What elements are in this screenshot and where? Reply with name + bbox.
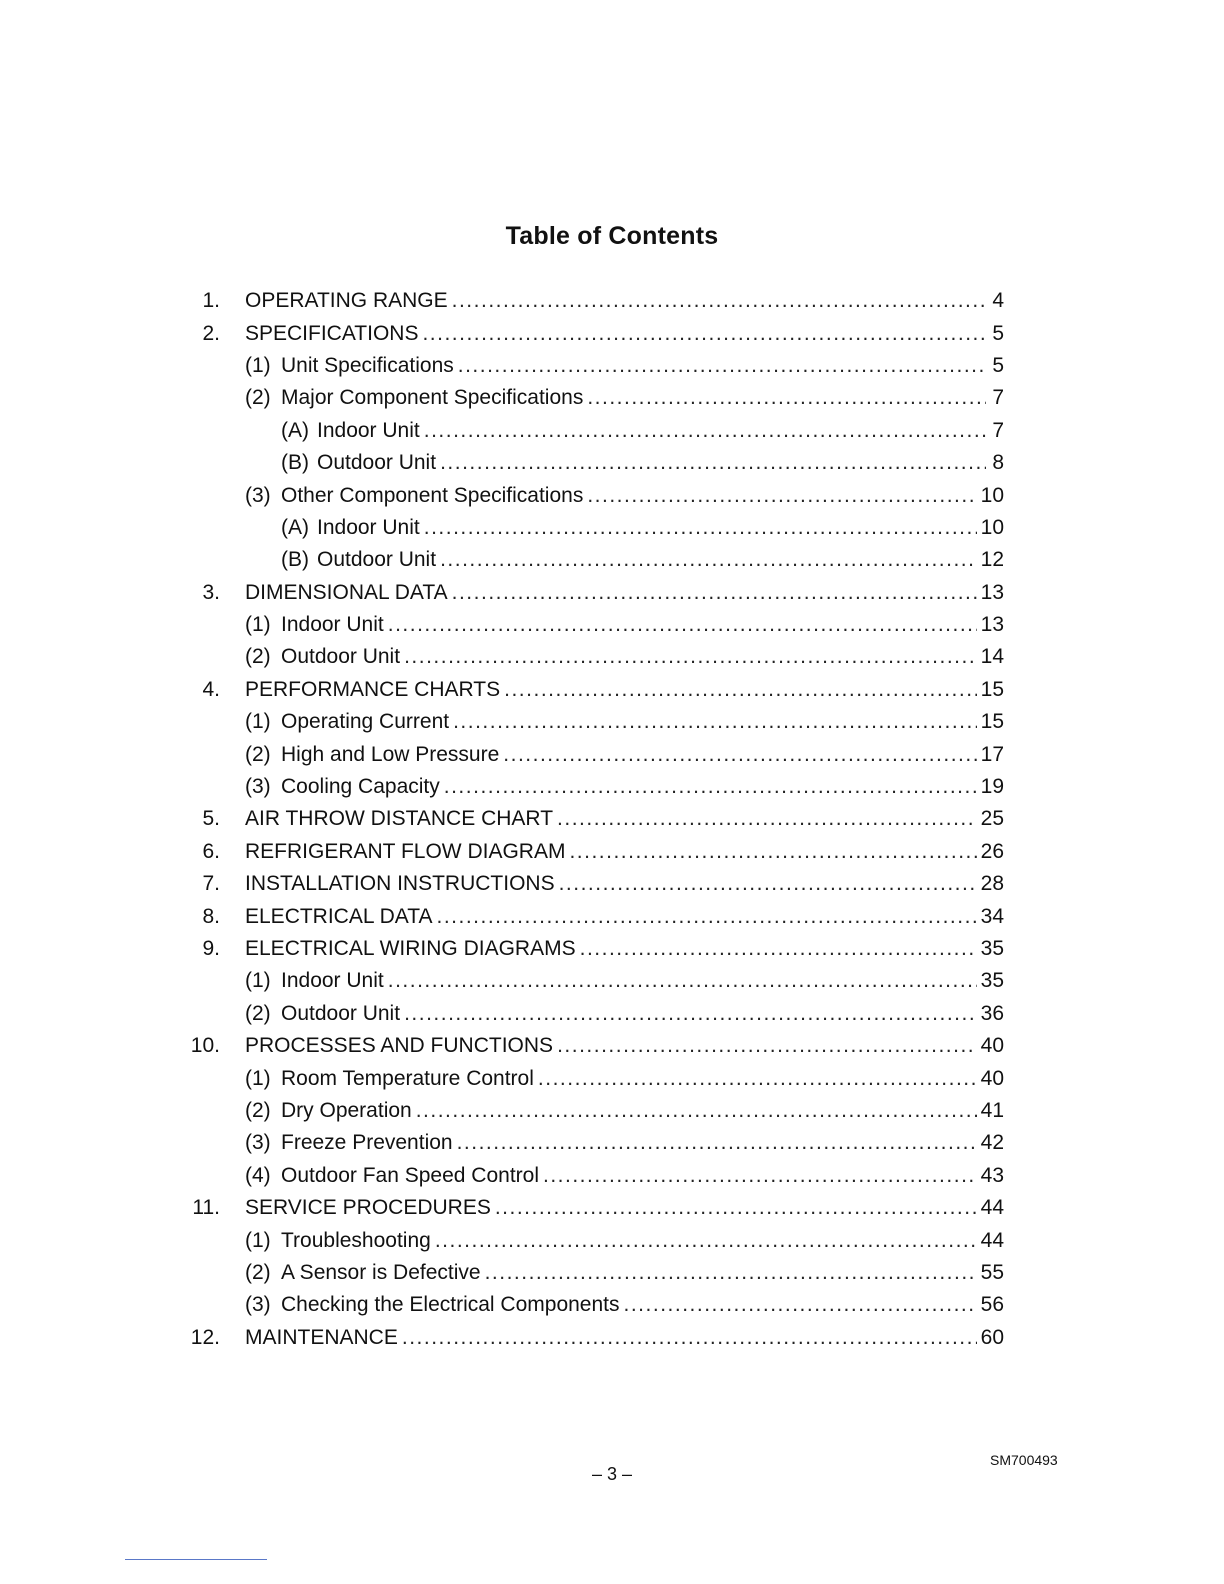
toc-entry[interactable] bbox=[180, 674, 1010, 706]
toc-leader-dots bbox=[404, 645, 977, 669]
toc-entry-number: 2. bbox=[202, 321, 220, 345]
toc-leader-dots bbox=[452, 289, 986, 313]
toc-entry-label: Dry Operation bbox=[281, 1098, 412, 1122]
toc-entry-label: OPERATING RANGE bbox=[245, 289, 448, 313]
toc-leader-dots bbox=[416, 1099, 977, 1123]
toc-entry-page: 7 bbox=[992, 418, 1004, 442]
toc-entry-page: 13 bbox=[980, 580, 1004, 604]
toc-leader-dots bbox=[388, 613, 977, 637]
toc-entry-page: 14 bbox=[980, 645, 1004, 669]
toc-entry-number: (A) bbox=[281, 418, 309, 442]
toc-entry-label: SPECIFICATIONS bbox=[245, 321, 419, 345]
toc-entry[interactable] bbox=[180, 868, 1010, 900]
toc-entry-number: (3) bbox=[245, 1293, 271, 1317]
toc-entry[interactable] bbox=[180, 803, 1010, 835]
toc-entry-number: 7. bbox=[202, 872, 220, 896]
toc-entry-label: Other Component Specifications bbox=[281, 483, 584, 507]
toc-entry[interactable] bbox=[180, 382, 1010, 414]
toc-entry-page: 40 bbox=[980, 1034, 1004, 1058]
toc-entry-number: 9. bbox=[202, 937, 220, 960]
toc-entry-number: (A) bbox=[281, 515, 309, 539]
toc-entry-page: 15 bbox=[980, 677, 1004, 701]
toc-entry-body bbox=[245, 710, 1004, 734]
toc-entry-number: 8. bbox=[202, 904, 220, 928]
toc-entry-number: (B) bbox=[281, 548, 309, 572]
toc-entry-label: Outdoor Unit bbox=[281, 1001, 401, 1025]
toc-entry-body bbox=[245, 1099, 1004, 1123]
toc-entry-number: (3) bbox=[245, 775, 271, 799]
toc-entry-label: A Sensor is Defective bbox=[281, 1260, 481, 1284]
footer-page-number: – 3 – bbox=[591, 1464, 633, 1484]
document-code: SM700493 bbox=[990, 1452, 1058, 1468]
toc-entry-page: 56 bbox=[980, 1293, 1004, 1317]
toc-entry-label: Outdoor Unit bbox=[317, 451, 437, 475]
toc-entry-label: Indoor Unit bbox=[317, 515, 420, 539]
toc-entry-body bbox=[245, 322, 1004, 346]
toc-entry-number: (1) bbox=[245, 613, 271, 637]
toc-entry-page: 44 bbox=[980, 1228, 1004, 1252]
toc-entry-page: 19 bbox=[980, 775, 1004, 799]
toc-entry[interactable] bbox=[180, 415, 1010, 447]
toc-entry-page: 26 bbox=[980, 839, 1004, 863]
toc-leader-dots bbox=[559, 872, 977, 896]
toc-entry-number: 3. bbox=[202, 580, 220, 604]
toc-entry-page: 12 bbox=[980, 548, 1004, 572]
toc-entry-label: ELECTRICAL WIRING DIAGRAMS bbox=[245, 937, 576, 960]
toc-entry-body bbox=[245, 969, 1004, 993]
toc-entry-page: 36 bbox=[980, 1001, 1004, 1025]
toc-entry[interactable] bbox=[180, 998, 1010, 1030]
toc-entry-body bbox=[245, 1196, 1004, 1220]
toc-leader-dots bbox=[504, 678, 977, 702]
toc-entry-body bbox=[245, 645, 1004, 669]
toc-entry-page: 42 bbox=[980, 1131, 1004, 1155]
toc-entry-label: ELECTRICAL DATA bbox=[245, 904, 433, 928]
toc-leader-dots bbox=[485, 1261, 977, 1285]
toc-entry-number: (1) bbox=[245, 1066, 271, 1090]
toc-entry-number: (1) bbox=[245, 710, 271, 734]
toc-entry-number: (1) bbox=[245, 969, 271, 993]
toc-entry[interactable] bbox=[180, 706, 1010, 738]
toc-entry[interactable] bbox=[180, 447, 1010, 479]
toc-entry-label: Cooling Capacity bbox=[281, 775, 440, 799]
toc-entry-body bbox=[245, 743, 1004, 767]
toc-entry-body bbox=[245, 1131, 1004, 1155]
toc-entry-number: (1) bbox=[245, 353, 271, 377]
toc-entry-body bbox=[245, 354, 1004, 378]
toc-entry[interactable] bbox=[180, 479, 1010, 511]
toc-entry-body bbox=[245, 386, 1004, 410]
toc-entry-label: Checking the Electrical Components bbox=[281, 1293, 620, 1317]
toc-entry[interactable] bbox=[180, 1160, 1010, 1192]
toc-entry-body bbox=[245, 775, 1004, 799]
toc-leader-dots bbox=[436, 905, 976, 929]
page-title: Table of Contents bbox=[505, 222, 719, 250]
toc-entry-label: Indoor Unit bbox=[281, 969, 384, 993]
toc-leader-dots bbox=[580, 937, 977, 961]
toc-leader-dots bbox=[388, 969, 977, 993]
toc-leader-dots bbox=[435, 1229, 977, 1253]
toc-entry-number: 1. bbox=[202, 289, 220, 313]
toc-entry[interactable] bbox=[180, 512, 1010, 544]
toc-entry-number: 12. bbox=[190, 1325, 220, 1349]
toc-entry-page: 55 bbox=[980, 1260, 1004, 1284]
toc-entry-label: INSTALLATION INSTRUCTIONS bbox=[245, 872, 555, 896]
toc-leader-dots bbox=[458, 354, 986, 378]
toc-entry-label: SERVICE PROCEDURES bbox=[245, 1196, 491, 1220]
toc-entry[interactable] bbox=[180, 1322, 1010, 1354]
toc-leader-dots bbox=[444, 775, 977, 799]
toc-leader-dots bbox=[440, 451, 986, 475]
toc-entry[interactable] bbox=[180, 577, 1010, 609]
toc-entry-number: (4) bbox=[245, 1163, 271, 1187]
toc-entry-label: MAINTENANCE bbox=[245, 1325, 398, 1349]
toc-entry-page: 8 bbox=[992, 451, 1004, 475]
toc-entry-label: Outdoor Unit bbox=[281, 645, 401, 669]
toc-leader-dots bbox=[587, 386, 986, 410]
toc-entry-page: 17 bbox=[980, 742, 1004, 766]
toc-entry[interactable] bbox=[180, 1224, 1010, 1256]
toc-entry-body bbox=[245, 905, 1004, 929]
toc-entry[interactable] bbox=[180, 285, 1010, 317]
toc-leader-dots bbox=[404, 1002, 977, 1026]
toc-entry-label: Outdoor Fan Speed Control bbox=[281, 1163, 539, 1187]
toc-entry-label: DIMENSIONAL DATA bbox=[245, 580, 448, 604]
toc-leader-dots bbox=[557, 1034, 977, 1058]
toc-leader-dots bbox=[495, 1196, 977, 1220]
toc-entry-label: Indoor Unit bbox=[281, 613, 384, 637]
toc-entry-label: Major Component Specifications bbox=[281, 386, 584, 410]
toc-entry-number: (2) bbox=[245, 742, 271, 766]
toc-entry-page: 41 bbox=[980, 1098, 1004, 1122]
toc-entry-label: PROCESSES AND FUNCTIONS bbox=[245, 1034, 554, 1058]
toc-leader-dots bbox=[557, 807, 977, 831]
toc-entry[interactable] bbox=[180, 1095, 1010, 1127]
toc-entry-page: 40 bbox=[980, 1066, 1004, 1090]
toc-leader-dots bbox=[453, 710, 977, 734]
toc-entry-number: 11. bbox=[192, 1196, 220, 1220]
toc-entry-label: AIR THROW DISTANCE CHART bbox=[245, 807, 554, 831]
toc-leader-dots bbox=[624, 1293, 977, 1317]
toc-leader-dots bbox=[543, 1164, 977, 1188]
toc-entry-label: Operating Current bbox=[281, 710, 450, 734]
toc-entry[interactable] bbox=[180, 1030, 1010, 1062]
toc-entry-number: (2) bbox=[245, 1098, 271, 1122]
toc-entry-body bbox=[245, 1261, 1004, 1285]
toc-leader-dots bbox=[422, 322, 986, 346]
toc-entry[interactable] bbox=[180, 1192, 1010, 1224]
toc-entry-number: 6. bbox=[202, 839, 220, 863]
toc-entry-body bbox=[245, 1293, 1004, 1317]
toc-entry-number: 4. bbox=[202, 677, 220, 701]
toc-entry-page: 5 bbox=[992, 353, 1004, 377]
toc-entry-page: 13 bbox=[980, 613, 1004, 637]
toc-leader-dots bbox=[587, 484, 976, 508]
toc-entry-page: 60 bbox=[980, 1325, 1004, 1349]
toc-entry[interactable] bbox=[180, 350, 1010, 382]
toc-leader-dots bbox=[457, 1131, 977, 1155]
toc-entry-number: (3) bbox=[245, 1131, 271, 1155]
toc-leader-dots bbox=[424, 419, 986, 443]
toc-entry-number: 5. bbox=[202, 807, 220, 831]
toc-leader-dots bbox=[569, 840, 976, 864]
toc-entry[interactable] bbox=[180, 1062, 1010, 1094]
toc-entry-label: PERFORMANCE CHARTS bbox=[245, 677, 501, 701]
toc-entry-number: 10. bbox=[190, 1034, 220, 1058]
toc-entry-page: 34 bbox=[980, 904, 1004, 928]
toc-leader-dots bbox=[424, 516, 977, 540]
toc-entry-page: 43 bbox=[980, 1163, 1004, 1187]
toc-leader-dots bbox=[452, 581, 977, 605]
toc-entry-page: 25 bbox=[980, 807, 1004, 831]
toc-entry-body bbox=[281, 419, 1004, 443]
toc-entry[interactable] bbox=[180, 317, 1010, 349]
toc-entry-body bbox=[245, 484, 1004, 508]
toc-leader-dots bbox=[503, 743, 976, 767]
toc-entry-body bbox=[281, 548, 1004, 572]
toc-entry-label: REFRIGERANT FLOW DIAGRAM bbox=[245, 839, 566, 863]
toc-entry[interactable] bbox=[180, 1289, 1010, 1321]
toc-entry-body bbox=[245, 840, 1004, 864]
toc-entry-label: Unit Specifications bbox=[281, 353, 454, 377]
table-of-contents bbox=[180, 285, 1010, 1354]
toc-entry-page: 4 bbox=[992, 289, 1004, 313]
toc-entry-number: (1) bbox=[245, 1228, 271, 1252]
toc-entry[interactable] bbox=[180, 933, 1010, 965]
toc-entry-number: (3) bbox=[245, 483, 271, 507]
toc-entry-page: 10 bbox=[980, 483, 1004, 507]
toc-entry-body bbox=[245, 937, 1004, 961]
toc-entry-number: (2) bbox=[245, 386, 271, 410]
toc-entry-body bbox=[245, 872, 1004, 896]
toc-entry-label: Freeze Prevention bbox=[281, 1131, 453, 1155]
toc-entry-label: High and Low Pressure bbox=[281, 742, 500, 766]
toc-entry-label: Indoor Unit bbox=[317, 418, 420, 442]
bottom-rule bbox=[125, 1559, 267, 1560]
toc-entry[interactable] bbox=[180, 641, 1010, 673]
toc-entry[interactable] bbox=[180, 609, 1010, 641]
toc-entry-number: (2) bbox=[245, 645, 271, 669]
toc-entry-page: 44 bbox=[980, 1196, 1004, 1220]
toc-leader-dots bbox=[402, 1326, 977, 1350]
toc-entry-page: 15 bbox=[980, 710, 1004, 734]
toc-entry-label: Room Temperature Control bbox=[281, 1066, 534, 1090]
toc-entry[interactable] bbox=[180, 771, 1010, 803]
toc-entry-body bbox=[245, 581, 1004, 605]
toc-entry-number: (B) bbox=[281, 451, 309, 475]
toc-entry-body bbox=[281, 516, 1004, 540]
toc-entry[interactable] bbox=[180, 544, 1010, 576]
toc-entry-number: (2) bbox=[245, 1260, 271, 1284]
toc-leader-dots bbox=[538, 1067, 977, 1091]
toc-entry-page: 35 bbox=[980, 969, 1004, 993]
toc-entry-body bbox=[245, 1067, 1004, 1091]
toc-entry-body bbox=[245, 289, 1004, 313]
toc-leader-dots bbox=[440, 548, 977, 572]
toc-entry[interactable] bbox=[180, 1257, 1010, 1289]
toc-entry[interactable] bbox=[180, 1127, 1010, 1159]
toc-entry[interactable] bbox=[180, 965, 1010, 997]
toc-entry[interactable] bbox=[180, 900, 1010, 932]
toc-entry-label: Outdoor Unit bbox=[317, 548, 437, 572]
toc-entry-number: (2) bbox=[245, 1001, 271, 1025]
toc-entry-page: 35 bbox=[980, 937, 1004, 960]
toc-entry-page: 28 bbox=[980, 872, 1004, 896]
toc-entry-body bbox=[245, 613, 1004, 637]
toc-entry[interactable] bbox=[180, 836, 1010, 868]
toc-entry-page: 5 bbox=[992, 321, 1004, 345]
toc-entry-body bbox=[245, 1002, 1004, 1026]
toc-entry-body bbox=[245, 1034, 1004, 1058]
toc-entry-page: 10 bbox=[980, 515, 1004, 539]
toc-entry-body bbox=[245, 1326, 1004, 1350]
toc-entry[interactable] bbox=[180, 738, 1010, 770]
toc-entry-body bbox=[245, 807, 1004, 831]
toc-entry-body bbox=[245, 678, 1004, 702]
toc-entry-body bbox=[281, 451, 1004, 475]
toc-entry-label: Troubleshooting bbox=[281, 1228, 431, 1252]
toc-entry-body bbox=[245, 1229, 1004, 1253]
toc-entry-page: 7 bbox=[992, 386, 1004, 410]
toc-entry-body bbox=[245, 1164, 1004, 1188]
